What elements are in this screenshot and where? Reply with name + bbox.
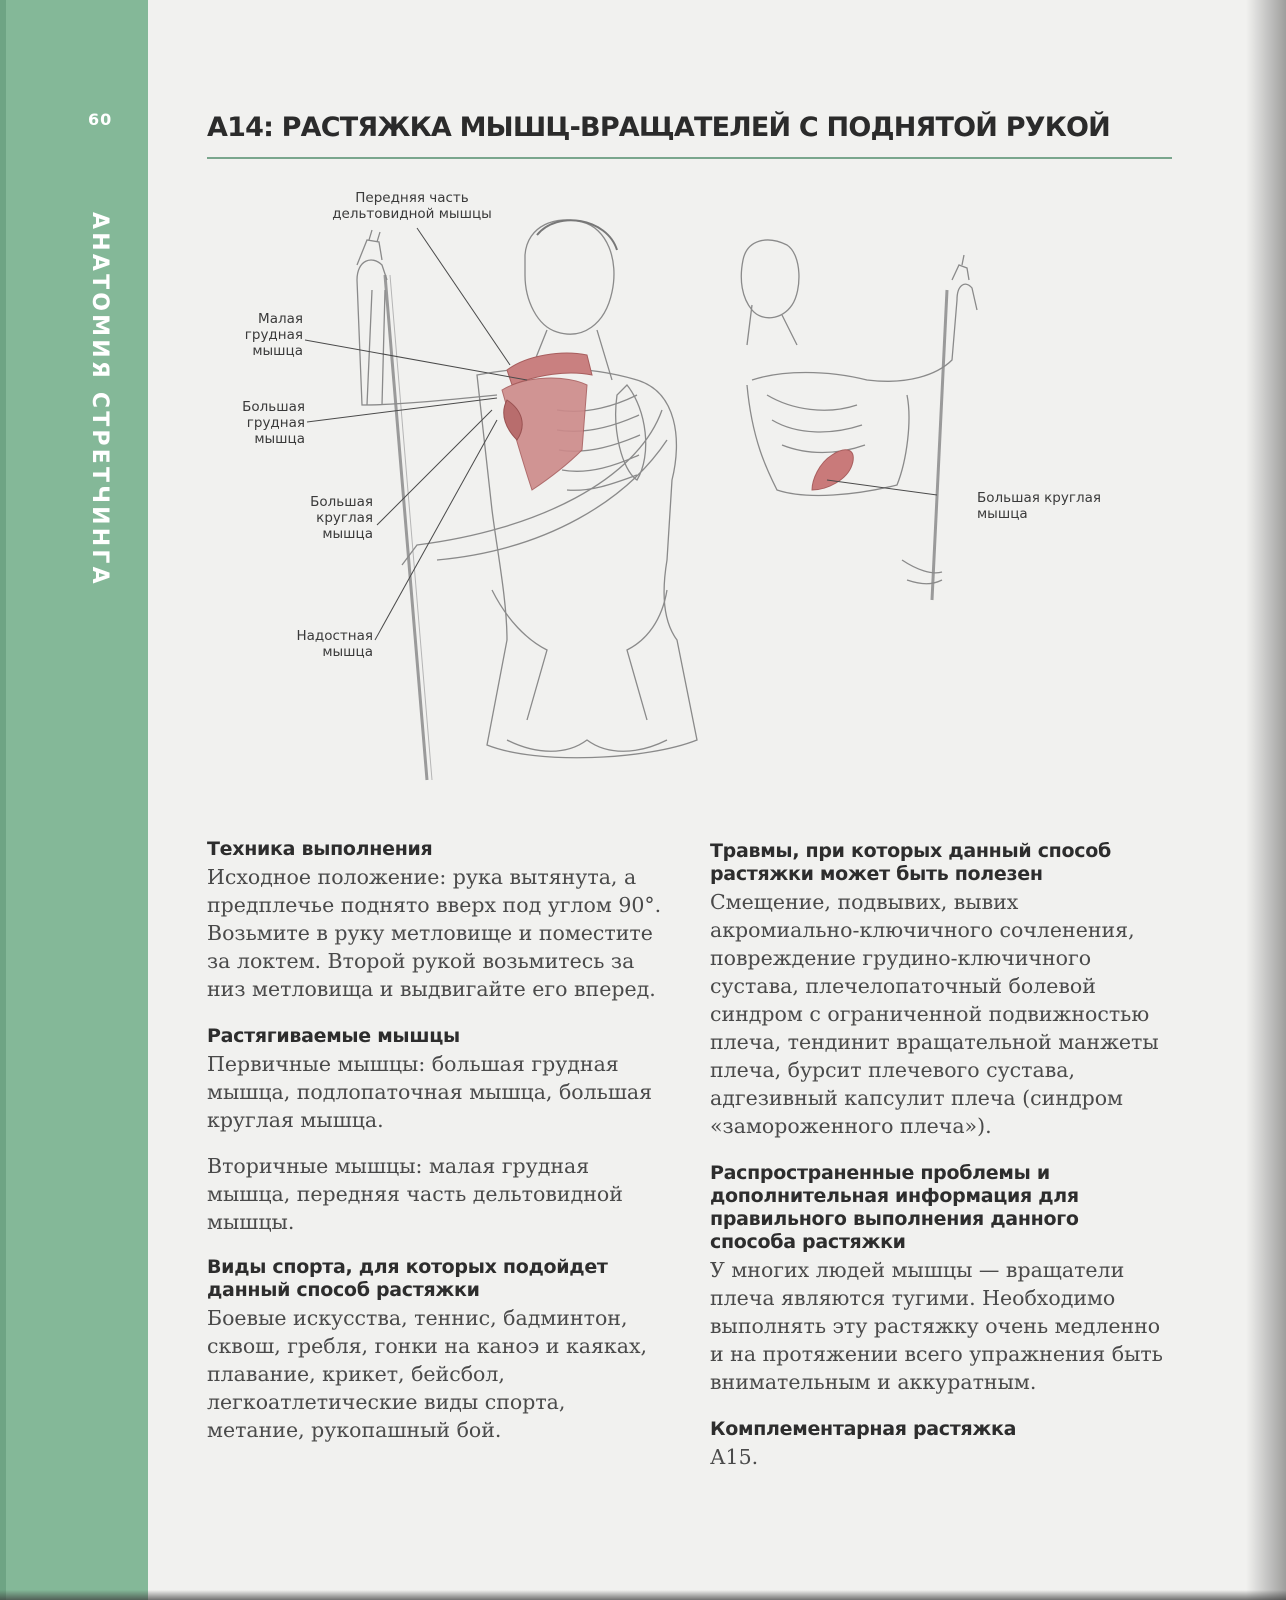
complementary-heading: Комплементарная растяжка: [710, 1418, 1017, 1440]
complementary-section: [710, 1418, 1165, 1471]
label-line: грудная: [244, 327, 303, 343]
stretched-muscles-heading: Растягиваемые мышцы: [207, 1025, 460, 1047]
page-bottom-edge: [0, 1590, 1286, 1600]
stick-left: [385, 275, 427, 780]
label-line: круглая: [316, 510, 373, 526]
complementary-text: А15.: [710, 1445, 759, 1469]
label-line: Передняя часть: [355, 190, 469, 206]
label-line: мышца: [977, 506, 1028, 522]
left-column: [207, 838, 662, 1466]
sports-heading: Виды спорта, для которых подойдет данный способ растяжки: [207, 1256, 608, 1301]
problems-heading: Распространенные проблемы и дополнительная информация для правильного выполнения данного способа растяжки: [710, 1162, 1079, 1253]
problems-section: [710, 1162, 1165, 1396]
arm-right: [752, 284, 977, 381]
label-pectoralis-minor: [217, 311, 303, 359]
section-name: АНАТОМИЯ СТРЕТЧИНГА: [87, 212, 112, 587]
page-number: 60: [88, 110, 113, 129]
head-left: [525, 220, 614, 334]
page-title: A14: РАСТЯЖКА МЫШЦ-ВРАЩАТЕЛЕЙ С ПОДНЯТОЙ РУКОЙ: [207, 112, 1110, 143]
label-line: мышца: [322, 644, 373, 660]
technique-heading: Техника выполнения: [207, 838, 433, 860]
label-line: Малая: [258, 311, 303, 327]
injuries-section: [710, 840, 1165, 1140]
label-anterior-deltoid: [332, 190, 492, 222]
label-teres-major-left: [277, 494, 373, 542]
label-line: мышца: [252, 343, 303, 359]
sports-text: Боевые искусства, теннис, бадминтон, сквош, гребля, гонки на каноэ и каяках, плавание, крикет, бейсбол, легкоатлетические виды спорта, метание, рукопашный бой.: [207, 1306, 648, 1442]
label-line: дельтовидной мышцы: [332, 206, 492, 222]
label-line: мышца: [322, 526, 373, 542]
stick-right: [932, 290, 947, 600]
page-gutter-shadow: [1246, 0, 1286, 1600]
technique-section: [207, 838, 662, 1003]
label-line: Надостная: [296, 628, 373, 644]
label-supraspinatus: [263, 628, 373, 660]
head-right: [741, 240, 799, 318]
label-line: мышца: [254, 431, 305, 447]
raised-arm-left: [357, 260, 497, 405]
title-divider: [207, 157, 1172, 159]
right-column: [710, 840, 1165, 1493]
sports-section: [207, 1256, 662, 1444]
label-line: Большая: [242, 399, 305, 415]
label-line: Большая: [310, 494, 373, 510]
secondary-muscles-text: Вторичные мышцы: малая грудная мышца, передняя часть дельтовидной мышцы.: [207, 1154, 623, 1234]
leader-lines: [305, 228, 937, 640]
label-line: грудная: [246, 415, 305, 431]
label-pectoralis-major: [217, 399, 305, 447]
teres-major-muscle-right: [812, 450, 853, 490]
anatomy-illustration: [207, 180, 1172, 800]
label-line: Большая круглая: [977, 490, 1101, 506]
primary-muscles-text: Первичные мышцы: большая грудная мышца, подлопаточная мышца, большая круглая мышца.: [207, 1052, 653, 1132]
injuries-heading: Травмы, при которых данный способ растяжки может быть полезен: [710, 840, 1111, 885]
problems-text: У многих людей мышцы — вращатели плеча являются тугими. Необходимо выполнять эту растяжку очень медленно и на протяжении всего упражнения быть внимательным и аккуратным.: [710, 1258, 1163, 1394]
technique-text: Исходное положение: рука вытянута, а предплечье поднято вверх под углом 90°. Возьмите в руку метловище и поместите за локтем. Второй рукой возьмитесь за низ метловища и выдвигайте его вперед.: [207, 865, 662, 1001]
label-teres-major-right: [977, 490, 1137, 522]
stretched-muscles-section: [207, 1025, 662, 1236]
sidebar: [0, 0, 148, 1600]
injuries-text: Смещение, подвывих, вывих акромиально-ключичного сочленения, повреждение грудино-ключичного сустава, плечелопаточный болевой синдром с ограниченной подвижностью плеча, тендинит вращательной манжеты плеча, бурсит плечевого сустава, адгезивный капсулит плеча (синдром «замороженного плеча»).: [710, 890, 1159, 1138]
sidebar-edge: [0, 0, 6, 1600]
